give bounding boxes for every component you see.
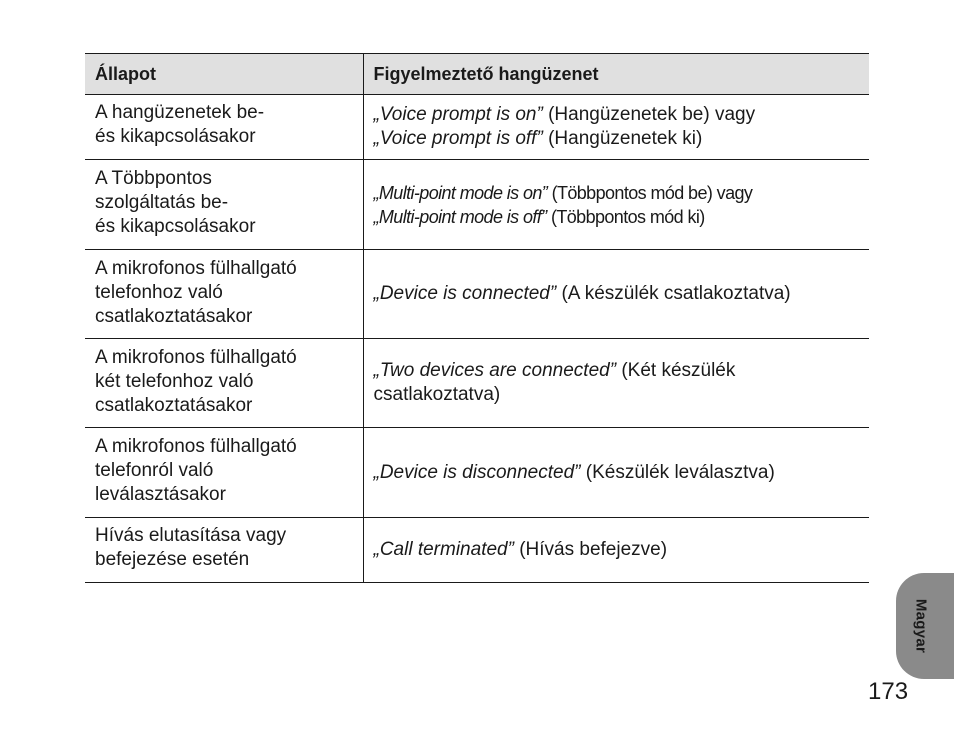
message-line: [374, 359, 860, 383]
state-line: telefonhoz való: [95, 282, 223, 303]
message-translation: (Többpontos mód be) vagy: [547, 182, 753, 203]
table-row: [85, 160, 869, 250]
message-line: [374, 181, 860, 205]
page-number: 173: [868, 678, 909, 705]
table-row: [85, 250, 869, 339]
header-message: Figyelmeztető hangüzenet: [363, 54, 869, 95]
state-line: szolgáltatás be-: [95, 192, 229, 213]
message-translation: (Hangüzenetek be) vagy: [542, 104, 756, 125]
message-translation: (Hívás befejezve): [513, 539, 668, 560]
message-line: [374, 127, 860, 151]
message-cell: [363, 339, 869, 428]
state-line: telefonról való: [95, 460, 214, 481]
state-line: két telefonhoz való: [95, 371, 254, 392]
message-line: [374, 461, 860, 485]
message-cell: [363, 428, 869, 518]
table-row: [85, 95, 869, 160]
state-line: leválasztásakor: [95, 484, 226, 505]
state-cell: [85, 518, 363, 583]
voice-prompt-table: [85, 53, 869, 583]
state-cell: [85, 95, 363, 160]
header-state: Állapot: [85, 54, 363, 95]
message-quote: „Voice prompt is on”: [373, 104, 543, 125]
message-cell: [363, 160, 869, 250]
message-translation: (Többpontos mód ki): [546, 206, 705, 227]
table-row: [85, 518, 869, 583]
state-line: A hangüzenetek be-: [95, 102, 265, 123]
state-line: csatlakoztatásakor: [95, 395, 253, 416]
state-line: A Többpontos: [95, 168, 212, 189]
state-line: A mikrofonos fülhallgató: [95, 436, 297, 457]
message-line: [374, 282, 860, 306]
state-line: befejezése esetén: [95, 549, 250, 570]
message-quote: „Device is disconnected”: [373, 461, 581, 483]
state-line: A mikrofonos fülhallgató: [95, 347, 297, 368]
state-line: A mikrofonos fülhallgató: [95, 258, 297, 279]
table-row: [85, 339, 869, 428]
message-translation: (Készülék leválasztva): [580, 461, 775, 483]
message-line: [374, 103, 860, 127]
state-line: és kikapcsolásakor: [95, 216, 256, 237]
language-tab-label: Magyar: [912, 598, 930, 654]
message-line: [374, 205, 860, 229]
state-cell: [85, 339, 363, 428]
state-cell: [85, 160, 363, 250]
message-cell: [363, 250, 869, 339]
message-line: [374, 538, 860, 562]
message-line: [374, 383, 860, 407]
message-quote: „Multi-point mode is off”: [373, 206, 547, 227]
message-cell: [363, 518, 869, 583]
message-quote: „Call terminated”: [373, 539, 514, 560]
message-quote: „Multi-point mode is on”: [373, 182, 548, 203]
message-quote: „Voice prompt is off”: [373, 128, 543, 149]
message-cell: [363, 95, 869, 160]
state-cell: [85, 250, 363, 339]
message-translation: (Hangüzenetek ki): [542, 128, 703, 149]
state-cell: [85, 428, 363, 518]
message-quote: „Device is connected”: [373, 283, 557, 304]
message-quote: „Two devices are connected”: [373, 360, 617, 381]
message-translation: (Két készülék: [616, 360, 736, 381]
state-line: és kikapcsolásakor: [95, 126, 256, 147]
message-translation: (A készülék csatlakoztatva): [556, 283, 791, 304]
table-row: [85, 428, 869, 518]
state-line: csatlakoztatásakor: [95, 306, 253, 327]
message-translation: csatlakoztatva): [373, 384, 501, 405]
table-header-row: [85, 54, 869, 95]
state-line: Hívás elutasítása vagy: [95, 525, 287, 546]
